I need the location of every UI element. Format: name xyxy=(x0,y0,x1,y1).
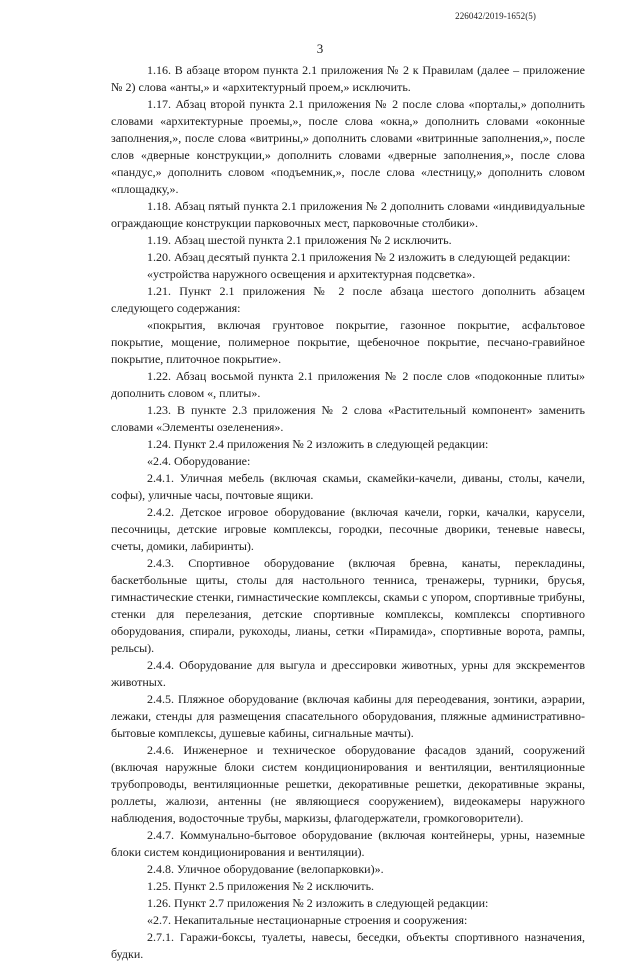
paragraph-1-20: 1.20. Абзац десятый пункта 2.1 приложения № 2 изложить в следующей редакции: xyxy=(147,250,571,264)
paragraph-1-22: 1.22. Абзац восьмой пункта 2.1 приложения № 2 после слов «подоконные плиты» дополнить словом «, плиты». xyxy=(111,369,585,400)
paragraph-2-4-6: 2.4.6. Инженерное и техническое оборудование фасадов зданий, сооружений (включая наружные блоки систем кондиционирования и вентиляции, вентиляционные трубопроводы, вентиляционные решетки, декоративные решетки, декоративные экраны, роллеты, жалюзи, антенны (не являющиеся сооружением), видеокамеры наружного наблюдения, водосточные трубы, маркизы, флагодержатели, громкоговорители). xyxy=(111,743,585,825)
paragraph-2-4-7: 2.4.7. Коммунально-бытовое оборудование (включая контейнеры, урны, наземные блоки систем кондиционирования и вентиляции). xyxy=(111,828,585,859)
paragraph-2-4-5: 2.4.5. Пляжное оборудование (включая кабины для переодевания, зонтики, аэрарии, лежаки, стенды для размещения спасательного оборудования, пляжные административно-бытовые комплексы, душевые кабины, сигнальные мачты). xyxy=(111,692,585,740)
paragraph-1-26: 1.26. Пункт 2.7 приложения № 2 изложить в следующей редакции: xyxy=(147,896,489,910)
paragraph-1-24: 1.24. Пункт 2.4 приложения № 2 изложить в следующей редакции: xyxy=(147,437,489,451)
paragraph-2-4-8: 2.4.8. Уличное оборудование (велопарковки)». xyxy=(147,862,384,876)
paragraph-1-20-text: «устройства наружного освещения и архитектурная подсветка». xyxy=(147,267,476,281)
paragraph-2-4-1: 2.4.1. Уличная мебель (включая скамьи, скамейки-качели, диваны, столы, качели, софы), уличные часы, почтовые ящики. xyxy=(111,471,585,502)
paragraph-1-21: 1.21. Пункт 2.1 приложения № 2 после абзаца шестого дополнить абзацем следующего содержания: xyxy=(111,284,585,315)
paragraph-1-17: 1.17. Абзац второй пункта 2.1 приложения № 2 после слова «порталы,» дополнить словами «архитектурные проемы,», после слова «окна,» дополнить словами «оконные заполнения,», после слова «витрины,» дополнить словами «витринные заполнения,», после слов «дверные конструкции,» дополнить словами «дверные заполнения,», после слова «пандус,» дополнить словом «подъемник,», после слова «лестницу,» дополнить словом «площадку,». xyxy=(111,97,585,196)
paragraph-2-4: «2.4. Оборудование: xyxy=(147,454,251,468)
page-number: 3 xyxy=(316,41,324,56)
paragraph-1-18: 1.18. Абзац пятый пункта 2.1 приложения № 2 дополнить словами «индивидуальные ограждающие конструкции парковочных мест, парковочные столбики». xyxy=(111,199,585,230)
paragraph-2-4-4: 2.4.4. Оборудование для выгула и дрессировки животных, урны для экскрементов животных. xyxy=(111,658,585,689)
paragraph-2-7: «2.7. Некапитальные нестационарные строения и сооружения: xyxy=(147,913,468,927)
document-body xyxy=(111,62,585,963)
paragraph-1-16: 1.16. В абзаце втором пункта 2.1 приложения № 2 к Правилам (далее – приложение № 2) слова «анты,» и «архитектурный проем,» исключить. xyxy=(111,63,585,94)
paragraph-1-19: 1.19. Абзац шестой пункта 2.1 приложения № 2 исключить. xyxy=(147,233,452,247)
paragraph-2-4-3: 2.4.3. Спортивное оборудование (включая бревна, канаты, перекладины, баскетбольные щиты, столы для настольного тенниса, тренажеры, турники, брусья, гимнастические стенки, гимнастические комплексы, скамьи с упором, спортивные трибуны, стенки для перелезания, детские спортивные комплексы, комплексы спортивного оборудования, спирали, рукоходы, лианы, сетки «Пирамида», спортивные ворота, рампы, рельсы). xyxy=(111,556,585,655)
paragraph-2-4-2: 2.4.2. Детское игровое оборудование (включая качели, горки, качалки, карусели, песочницы, детские игровые комплексы, городки, песочные дворики, теневые навесы, счеты, домики, лабиринты). xyxy=(111,505,585,553)
paragraph-1-23: 1.23. В пункте 2.3 приложения № 2 слова «Растительный компонент» заменить словами «Элементы озеленения». xyxy=(111,403,585,434)
paragraph-1-25: 1.25. Пункт 2.5 приложения № 2 исключить. xyxy=(147,879,375,893)
paragraph-2-7-1: 2.7.1. Гаражи-боксы, туалеты, навесы, беседки, объекты спортивного назначения, будки. xyxy=(111,930,585,961)
document-registration-number: 226042/2019-1652(5) xyxy=(455,11,536,21)
paragraph-1-21-text: «покрытия, включая грунтовое покрытие, газонное покрытие, асфальтовое покрытие, мощение, полимерное покрытие, щебеночное покрытие, песчано-гравийное покрытие, плиточное покрытие». xyxy=(111,318,585,366)
